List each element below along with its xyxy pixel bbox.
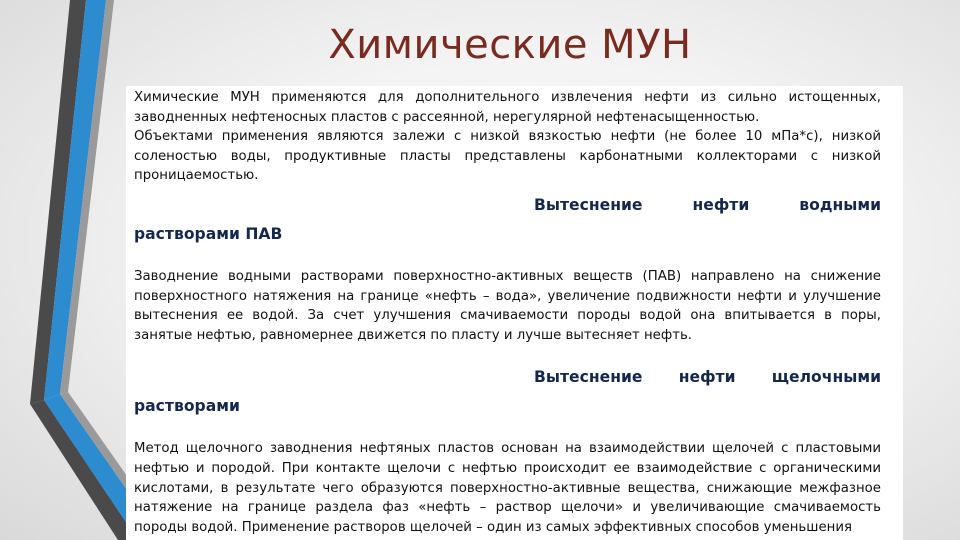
slide-title: Химические МУН [328,22,692,68]
surfactant-paragraph: Заводнение водными растворами поверхностно-активных веществ (ПАВ) направлено на снижение поверхностного натяжения на границе «нефть – вода», увеличение подвижности нефти и улучшение вытеснения ее водой. За счет улучшения смачиваемости породы водой она впитывается в поры, занятые нефтью, равномернее движется по пласту и лучше вытесняет нефть. [134,268,881,343]
content-box [126,86,903,540]
alkaline-paragraph: Метод щелочного заводнения нефтяных пластов основан на взаимодействии щелочей с пластовыми нефтью и породой. При контакте щелочи с нефтью происходит ее взаимодействие с органическими кислотами, в результате чего образуются поверхностно-активные вещества, снижающие межфазное натяжение на границе раздела фаз «нефть – раствор щелочи» и увеличивающие смачиваемость породы водой. Применение растворов щелочей – один из самых эффективных способов уменьшения [134,441,881,535]
spacer [134,249,881,267]
alkaline-heading: Вытеснение нефти щелочными растворами [134,368,881,416]
objects-paragraph: Объектами применения являются залежи с низкой вязкостью нефти (не более 10 мПа*с), низкой соленостью воды, продуктивные пласты представлены карбонатными коллекторами с низкой проницаемостью. [134,129,881,184]
surfactant-heading: Вытеснение нефти водными растворами ПАВ [134,195,881,243]
spacer [134,421,881,439]
spacer [134,345,881,363]
intro-paragraph: Химические МУН применяются для дополнительного извлечения нефти из сильно истощенных, заводненных нефтеносных пластов с рассеянной, нерегулярной нефтенасыщенностью. [134,90,881,125]
